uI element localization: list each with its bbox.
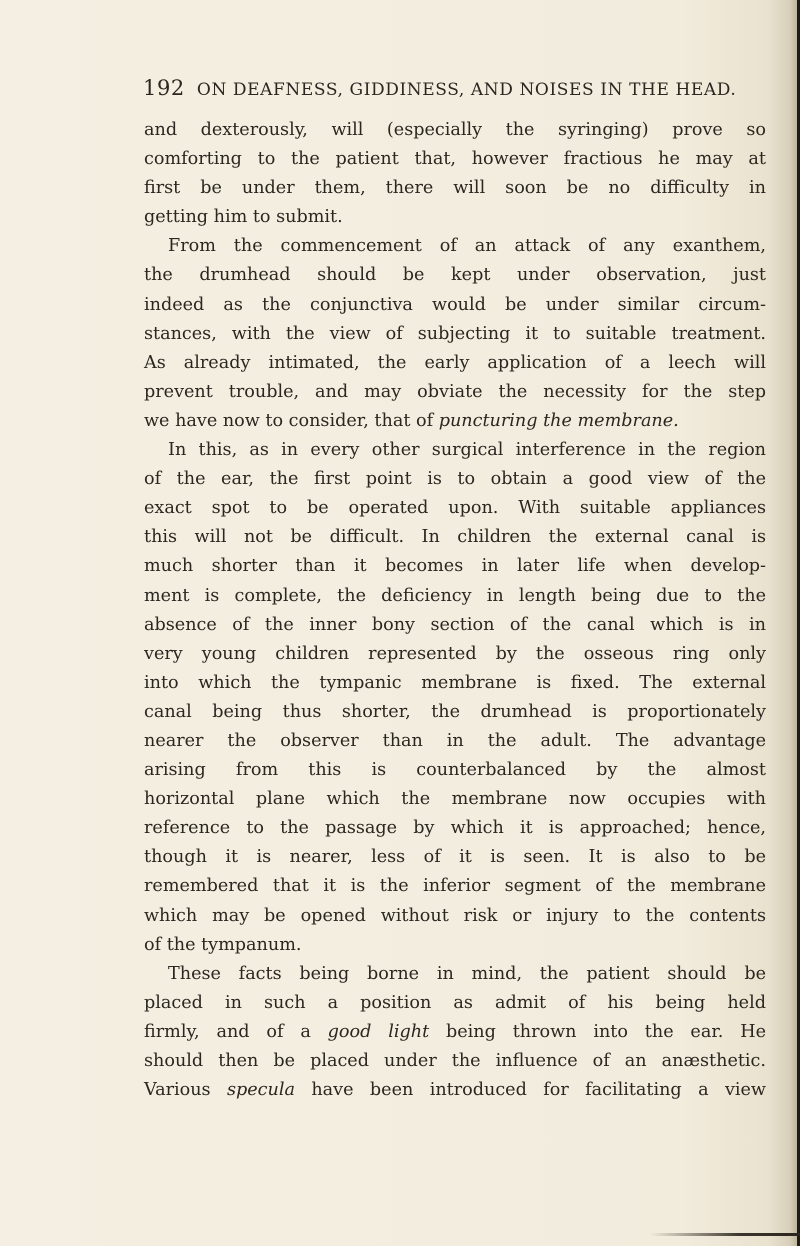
text-line: reference to the passage by which it is approached; hence, — [144, 818, 766, 839]
page-number: 192 — [143, 76, 185, 100]
header-title: ON DEAFNESS, GIDDINESS, AND NOISES IN THE HEAD. — [196, 80, 737, 100]
text-line: horizontal plane which the membrane now occupies with — [144, 789, 766, 810]
text-line: stances, with the view of subjecting it to suitable treatment. — [144, 323, 766, 344]
text-line: canal being thus shorter, the drumhead is proportionately — [144, 701, 766, 722]
page-bottom-rule — [650, 1233, 800, 1236]
text-line: the drumhead should be kept under observation, just — [144, 265, 766, 286]
text-line: As already intimated, the early application of a leech will — [144, 352, 766, 373]
text-line: ment is complete, the deficiency in length being due to the — [144, 585, 766, 606]
text-line: though it is nearer, less of it is seen. It is also to be — [144, 847, 766, 868]
text-line: These facts being borne in mind, the patient should be — [168, 963, 766, 984]
italic-phrase: good light — [327, 1021, 430, 1042]
body-text — [144, 116, 766, 1105]
text-line: arising from this is counterbalanced by the almost — [144, 760, 766, 781]
text-line-with-italic: Various specula have been introduced for facilitating a view — [144, 1080, 766, 1101]
text-line-with-italic: firmly, and of a good light being thrown into the ear. He — [144, 1021, 766, 1042]
text-line: which may be opened without risk or injury to the contents — [144, 905, 766, 926]
text-line: absence of the inner bony section of the canal which is in — [144, 614, 766, 635]
text-line: of the tympanum. — [144, 934, 302, 955]
text-line: From the commencement of an attack of any exanthem, — [168, 236, 766, 257]
italic-phrase: specula — [226, 1080, 295, 1101]
text-line: prevent trouble, and may obviate the necessity for the step — [144, 381, 766, 402]
text-line: nearer the observer than in the adult. The advantage — [144, 730, 766, 751]
text-line: comforting to the patient that, however fractious he may at — [144, 149, 766, 170]
text-line-with-italic: we have now to consider, that of puncturing the membrane. — [144, 410, 679, 431]
text-line: indeed as the conjunctiva would be under similar circum- — [144, 294, 766, 315]
italic-phrase: puncturing the membrane. — [438, 410, 679, 431]
text-line: first be under them, there will soon be no difficulty in — [144, 178, 766, 199]
text-line: should then be placed under the influence of an anæsthetic. — [144, 1051, 766, 1071]
text-line: very young children represented by the osseous ring only — [144, 643, 766, 664]
text-line: In this, as in every other surgical interference in the region — [168, 440, 766, 461]
running-header — [143, 76, 763, 100]
text-line: remembered that it is the inferior segment of the membrane — [144, 876, 766, 897]
text-line: exact spot to be operated upon. With suitable appliances — [144, 498, 766, 519]
text-line: placed in such a position as admit of his being held — [144, 992, 766, 1013]
text-line: getting him to submit. — [144, 207, 343, 228]
text-line: into which the tympanic membrane is fixed. The external — [144, 672, 766, 693]
text-line: of the ear, the first point is to obtain a good view of the — [144, 469, 766, 490]
text-line: and dexterously, will (especially the syringing) prove so — [144, 120, 766, 140]
text-line: much shorter than it becomes in later life when develop- — [144, 556, 766, 577]
text-line: this will not be difficult. In children the external canal is — [144, 527, 766, 548]
